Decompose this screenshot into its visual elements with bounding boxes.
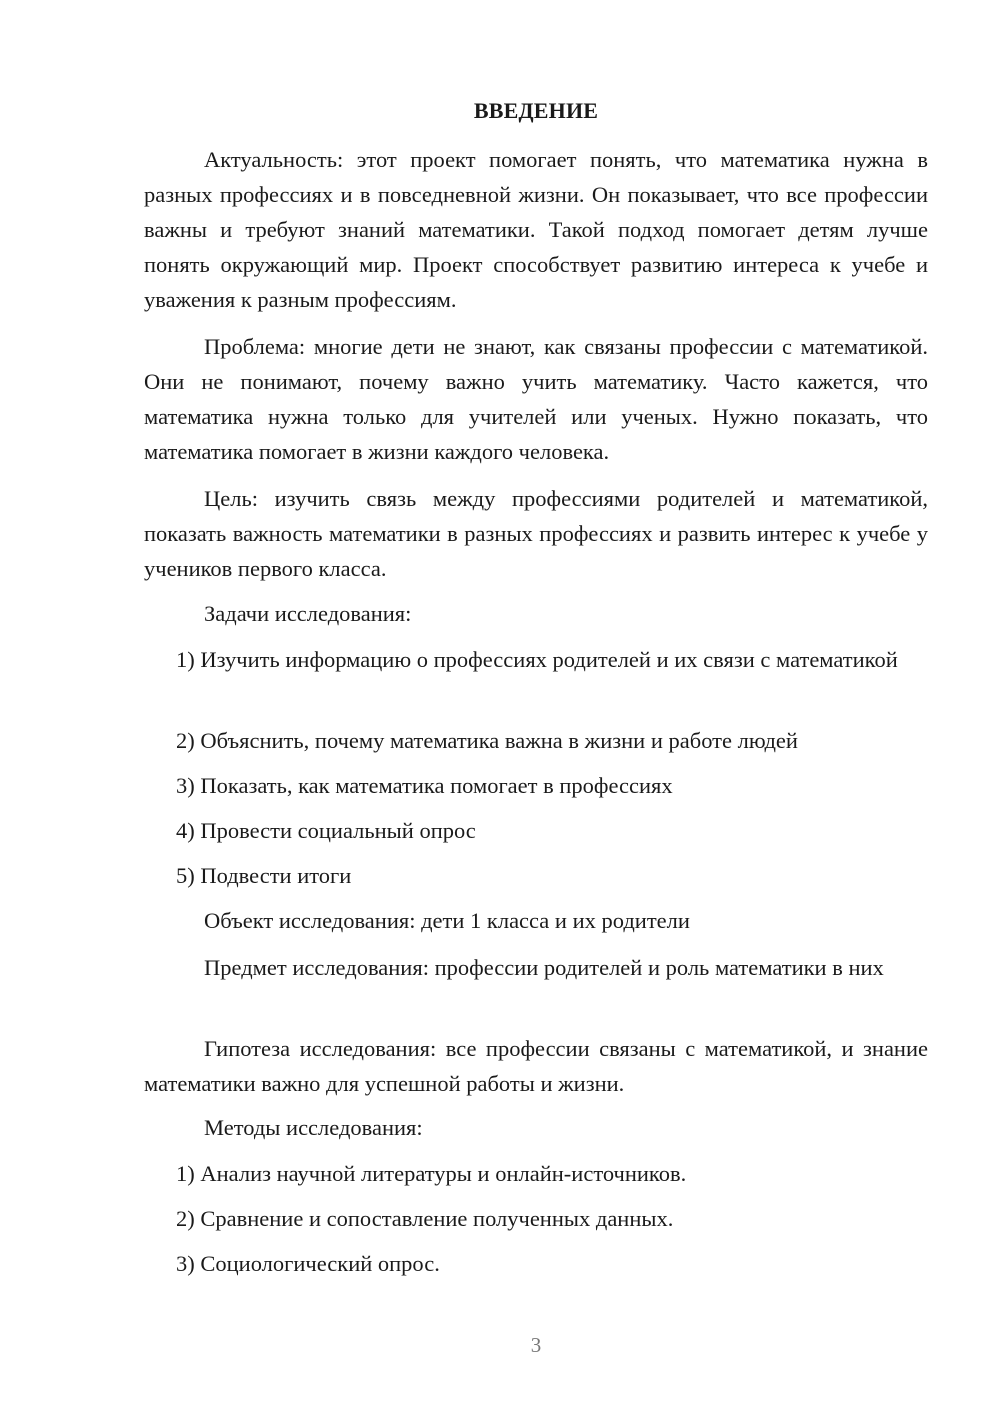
method-item-3: 3) Социологический опрос.	[176, 1251, 440, 1276]
research-subject: Предмет исследования: профессии родителей и роль математики в них	[204, 955, 884, 980]
tasks-heading: Задачи исследования:	[204, 601, 412, 626]
task-item-5: 5) Подвести итоги	[176, 863, 352, 888]
methods-heading: Методы исследования:	[204, 1115, 423, 1140]
method-item-2: 2) Сравнение и сопоставление полученных данных.	[176, 1206, 674, 1231]
page-number: 3	[530, 1333, 542, 1357]
task-item-4: 4) Провести социальный опрос	[176, 818, 476, 843]
problem-paragraph: Проблема: многие дети не знают, как связаны профессии с математикой. Они не понимают, почему важно учить математику. Часто кажется, что математика нужна только для учителей или ученых. Нужно показать, что математика помогает в жизни каждого человека.	[144, 334, 928, 464]
section-title: ВВЕДЕНИЕ	[473, 98, 599, 123]
research-hypothesis: Гипотеза исследования: все профессии связаны с математикой, и знание математики важно для успешной работы и жизни.	[144, 1036, 928, 1096]
task-item-1: 1) Изучить информацию о профессиях родителей и их связи с математикой	[176, 647, 898, 672]
research-object: Объект исследования: дети 1 класса и их родители	[204, 908, 690, 933]
relevance-paragraph: Актуальность: этот проект помогает понять, что математика нужна в разных профессиях и в повседневной жизни. Он показывает, что все профессии важны и требуют знаний математики. Такой подход помогает детям лучше понять окружающий мир. Проект способствует развитию интереса к учебе и уважения к разным профессиям.	[144, 147, 928, 312]
goal-paragraph: Цель: изучить связь между профессиями родителей и математикой, показать важность математики в разных профессиях и развить интерес к учебе у учеников первого класса.	[144, 486, 928, 581]
task-item-2: 2) Объяснить, почему математика важна в жизни и работе людей	[176, 728, 798, 753]
method-item-1: 1) Анализ научной литературы и онлайн-источников.	[176, 1161, 687, 1186]
task-item-3: 3) Показать, как математика помогает в профессиях	[176, 773, 673, 798]
